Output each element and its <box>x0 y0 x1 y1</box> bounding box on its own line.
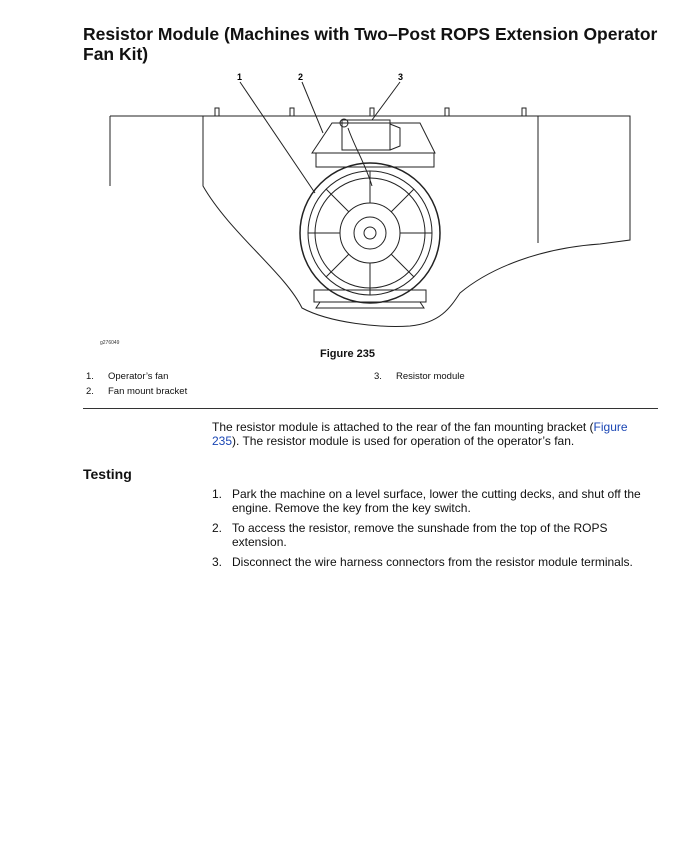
section-divider <box>83 408 658 409</box>
legend-item-operators-fan: 1. Operator’s fan <box>86 371 169 382</box>
intro-paragraph: The resistor module is attached to the rear of the fan mounting bracket (Figure 235). The resistor module is used for operation of the operator’s fan. <box>212 420 628 448</box>
page-title: Resistor Module (Machines with Two–Post ROPS Extension Operator Fan Kit) <box>83 24 658 64</box>
figure-image-id: g276049 <box>100 340 120 346</box>
resistor-module <box>342 120 390 150</box>
list-item: 2. To access the resistor, remove the sunshade from the top of the ROPS extension. <box>212 521 608 549</box>
legend-item-resistor-module: 3. Resistor module <box>374 371 465 382</box>
callout-3: 3 <box>398 72 404 82</box>
testing-steps <box>212 487 662 575</box>
figure-235-link[interactable]: Figure 235 <box>212 420 628 448</box>
callout-1: 1 <box>237 72 243 82</box>
list-item: 1. Park the machine on a level surface, lower the cutting decks, and shut off the engine. Remove the key from the key switch. <box>212 487 641 515</box>
callout-2: 2 <box>298 72 304 82</box>
section-heading-testing: Testing <box>83 466 132 482</box>
figure-caption: Figure 235 <box>319 348 376 360</box>
list-item: 3. Disconnect the wire harness connectors from the resistor module terminals. <box>212 555 633 569</box>
fan-mount-bracket <box>312 123 435 153</box>
legend-item-fan-mount-bracket: 2. Fan mount bracket <box>86 386 188 397</box>
fan-assembly-illustration <box>80 68 640 353</box>
